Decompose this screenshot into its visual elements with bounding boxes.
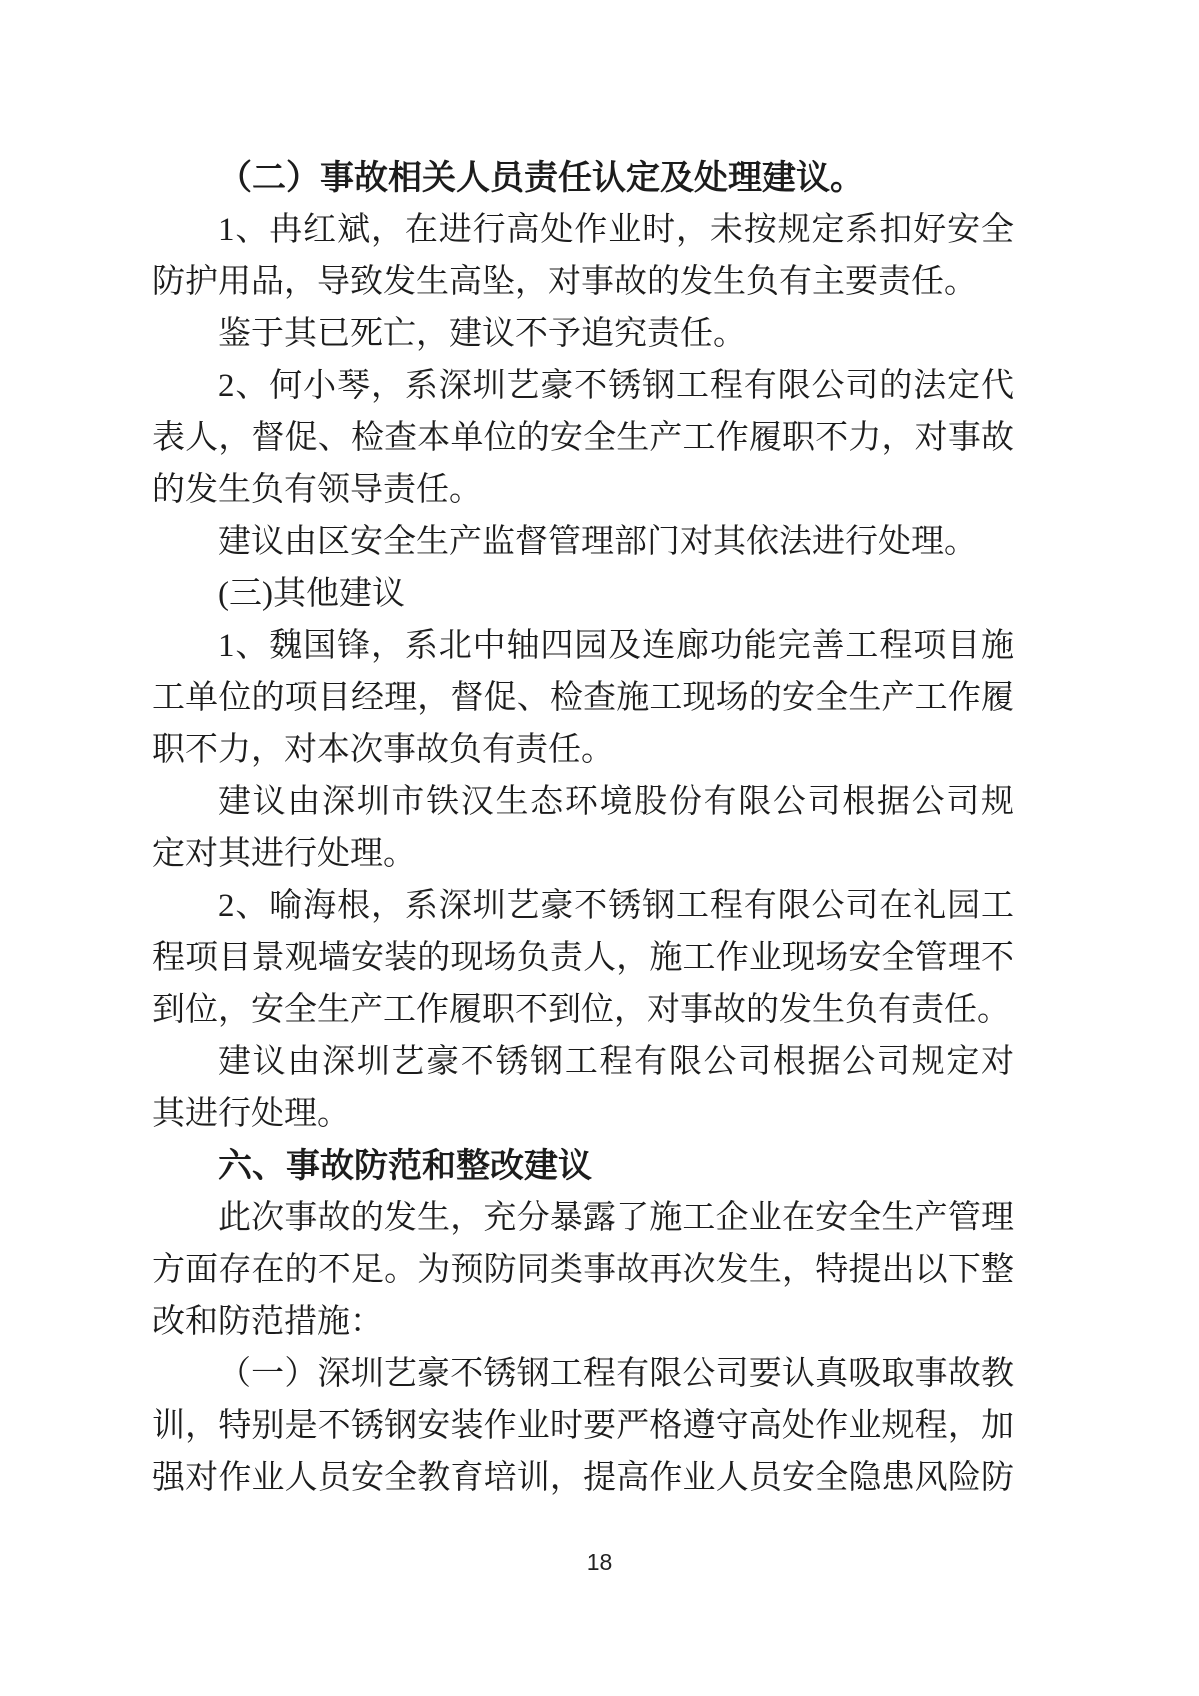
page-number: 18 <box>586 1549 613 1575</box>
paragraph-line: 1、魏国锋，系北中轴四园及连廊功能完善工程项目施 <box>218 628 1014 664</box>
paragraph-line: 2、何小琴，系深圳艺豪不锈钢工程有限公司的法定代 <box>218 368 1014 404</box>
section-heading: （二）事故相关人员责任认定及处理建议。 <box>218 159 864 197</box>
paragraph-line: 职不力，对本次事故负有责任。 <box>152 732 614 768</box>
paragraph-line: 建议由深圳艺豪不锈钢工程有限公司根据公司规定对 <box>218 1044 1014 1080</box>
paragraph-line: 1、冉红斌，在进行高处作业时，未按规定系扣好安全 <box>218 212 1014 248</box>
paragraph-line: （一）深圳艺豪不锈钢工程有限公司要认真吸取事故教 <box>218 1356 1014 1392</box>
section-heading: 六、事故防范和整改建议 <box>218 1147 592 1185</box>
paragraph-line: 其进行处理。 <box>152 1096 350 1132</box>
paragraph-line: 训，特别是不锈钢安装作业时要严格遵守高处作业规程，加 <box>152 1408 1014 1444</box>
paragraph-line: 程项目景观墙安装的现场负责人，施工作业现场安全管理不 <box>152 940 1014 976</box>
paragraph-line: 的发生负有领导责任。 <box>152 472 482 508</box>
paragraph-line: 建议由深圳市铁汉生态环境股份有限公司根据公司规 <box>218 784 1014 820</box>
paragraph-line: (三)其他建议 <box>218 576 405 612</box>
paragraph-line: 鉴于其已死亡，建议不予追究责任。 <box>218 316 746 352</box>
paragraph-line: 建议由区安全生产监督管理部门对其依法进行处理。 <box>218 524 977 560</box>
paragraph-line: 表人，督促、检查本单位的安全生产工作履职不力，对事故 <box>152 420 1014 456</box>
paragraph-line: 防护用品，导致发生高坠，对事故的发生负有主要责任。 <box>152 264 977 300</box>
paragraph-line: 到位，安全生产工作履职不到位，对事故的发生负有责任。 <box>152 992 1010 1028</box>
paragraph-line: 改和防范措施： <box>152 1304 383 1340</box>
text-block <box>152 152 1014 1504</box>
paragraph-line: 工单位的项目经理，督促、检查施工现场的安全生产工作履 <box>152 680 1014 716</box>
paragraph-line: 强对作业人员安全教育培训，提高作业人员安全隐患风险防 <box>152 1460 1014 1496</box>
paragraph-line: 此次事故的发生，充分暴露了施工企业在安全生产管理 <box>218 1200 1014 1236</box>
paragraph-line: 2、喻海根，系深圳艺豪不锈钢工程有限公司在礼园工 <box>218 888 1014 924</box>
paragraph-line: 方面存在的不足。为预防同类事故再次发生，特提出以下整 <box>152 1252 1014 1288</box>
paragraph-line: 定对其进行处理。 <box>152 836 416 872</box>
